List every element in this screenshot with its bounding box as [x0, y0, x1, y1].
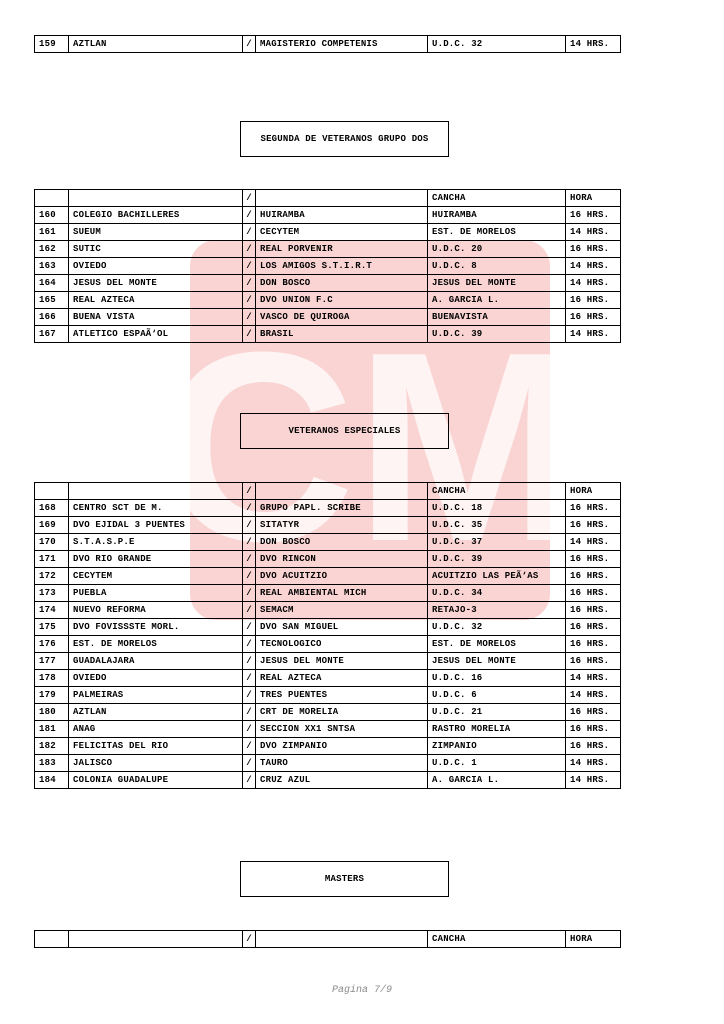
- home-team: EST. DE MORELOS: [69, 636, 243, 653]
- match-number: 168: [35, 500, 69, 517]
- table-row: [35, 738, 621, 755]
- match-number: 161: [35, 224, 69, 241]
- table-row: [35, 275, 621, 292]
- separator: /: [243, 534, 256, 551]
- away-team: CRT DE MORELIA: [256, 704, 428, 721]
- schedule-table-masters: [34, 930, 621, 948]
- table-header-row: [35, 483, 621, 500]
- away-team: VASCO DE QUIROGA: [256, 309, 428, 326]
- away-team: DVO ZIMPANIO: [256, 738, 428, 755]
- separator: /: [243, 670, 256, 687]
- match-number: 160: [35, 207, 69, 224]
- home-team: COLONIA GUADALUPE: [69, 772, 243, 789]
- separator: /: [243, 721, 256, 738]
- header-num: [35, 931, 69, 948]
- match-number: 180: [35, 704, 69, 721]
- match-number: 170: [35, 534, 69, 551]
- match-number: 173: [35, 585, 69, 602]
- schedule-table-top: [34, 35, 621, 53]
- venue: U.D.C. 39: [428, 326, 566, 343]
- match-time: 14 HRS.: [566, 670, 621, 687]
- separator: /: [243, 772, 256, 789]
- away-team: CECYTEM: [256, 224, 428, 241]
- venue: HUIRAMBA: [428, 207, 566, 224]
- away-team: MAGISTERIO COMPETENIS: [256, 36, 428, 53]
- venue: U.D.C. 1: [428, 755, 566, 772]
- home-team: ANAG: [69, 721, 243, 738]
- home-team: SUTIC: [69, 241, 243, 258]
- header-home: [69, 931, 243, 948]
- header-separator: /: [243, 931, 256, 948]
- match-time: 14 HRS.: [566, 326, 621, 343]
- home-team: CENTRO SCT DE M.: [69, 500, 243, 517]
- away-team: HUIRAMBA: [256, 207, 428, 224]
- venue: ACUITZIO LAS PEÃ‘AS: [428, 568, 566, 585]
- home-team: FELICITAS DEL RIO: [69, 738, 243, 755]
- table-row: [35, 704, 621, 721]
- home-team: PUEBLA: [69, 585, 243, 602]
- away-team: DON BOSCO: [256, 534, 428, 551]
- away-team: REAL PORVENIR: [256, 241, 428, 258]
- page-number: Pagina 7/9: [331, 985, 392, 996]
- away-team: GRUPO PAPL. SCRIBE: [256, 500, 428, 517]
- venue: U.D.C. 37: [428, 534, 566, 551]
- match-time: 14 HRS.: [566, 687, 621, 704]
- separator: /: [243, 738, 256, 755]
- table-row: [35, 687, 621, 704]
- separator: /: [243, 704, 256, 721]
- venue: U.D.C. 32: [428, 619, 566, 636]
- home-team: JALISCO: [69, 755, 243, 772]
- home-team: OVIEDO: [69, 258, 243, 275]
- venue: U.D.C. 8: [428, 258, 566, 275]
- section-title-masters: MASTERS: [240, 861, 449, 897]
- match-number: 171: [35, 551, 69, 568]
- away-team: TRES PUENTES: [256, 687, 428, 704]
- table-row: [35, 258, 621, 275]
- separator: /: [243, 292, 256, 309]
- home-team: AZTLAN: [69, 36, 243, 53]
- separator: /: [243, 500, 256, 517]
- home-team: CECYTEM: [69, 568, 243, 585]
- home-team: COLEGIO BACHILLERES: [69, 207, 243, 224]
- table-row: [35, 292, 621, 309]
- away-team: DVO ACUITZIO: [256, 568, 428, 585]
- venue: A. GARCIA L.: [428, 772, 566, 789]
- table-row: [35, 602, 621, 619]
- separator: /: [243, 309, 256, 326]
- match-time: 14 HRS.: [566, 755, 621, 772]
- table-row: [35, 551, 621, 568]
- header-separator: /: [243, 483, 256, 500]
- away-team: DVO UNION F.C: [256, 292, 428, 309]
- match-time: 16 HRS.: [566, 568, 621, 585]
- venue: U.D.C. 34: [428, 585, 566, 602]
- header-hora: HORA: [566, 190, 621, 207]
- match-number: 178: [35, 670, 69, 687]
- venue: U.D.C. 16: [428, 670, 566, 687]
- match-number: 175: [35, 619, 69, 636]
- separator: /: [243, 258, 256, 275]
- home-team: DVO FOVISSSTE MORL.: [69, 619, 243, 636]
- header-num: [35, 190, 69, 207]
- match-time: 16 HRS.: [566, 551, 621, 568]
- match-time: 14 HRS.: [566, 224, 621, 241]
- away-team: REAL AMBIENTAL MICH: [256, 585, 428, 602]
- separator: /: [243, 241, 256, 258]
- match-number: 184: [35, 772, 69, 789]
- watermark-text: CM: [190, 297, 550, 598]
- match-number: 164: [35, 275, 69, 292]
- table-row: [35, 568, 621, 585]
- away-team: DVO RINCON: [256, 551, 428, 568]
- home-team: REAL AZTECA: [69, 292, 243, 309]
- separator: /: [243, 326, 256, 343]
- match-number: 166: [35, 309, 69, 326]
- match-number: 174: [35, 602, 69, 619]
- separator: /: [243, 653, 256, 670]
- table-row: [35, 500, 621, 517]
- match-time: 16 HRS.: [566, 619, 621, 636]
- table-row: [35, 619, 621, 636]
- match-number: 179: [35, 687, 69, 704]
- match-number: 176: [35, 636, 69, 653]
- match-number: 162: [35, 241, 69, 258]
- header-hora: HORA: [566, 931, 621, 948]
- match-number: 169: [35, 517, 69, 534]
- match-number: 181: [35, 721, 69, 738]
- separator: /: [243, 585, 256, 602]
- table-row: [35, 241, 621, 258]
- away-team: DVO SAN MIGUEL: [256, 619, 428, 636]
- separator: /: [243, 755, 256, 772]
- home-team: OVIEDO: [69, 670, 243, 687]
- venue: RASTRO MORELIA: [428, 721, 566, 738]
- match-time: 16 HRS.: [566, 704, 621, 721]
- venue: BUENAVISTA: [428, 309, 566, 326]
- home-team: ATLETICO ESPAÃ‘OL: [69, 326, 243, 343]
- table-row: [35, 224, 621, 241]
- match-time: 16 HRS.: [566, 517, 621, 534]
- away-team: LOS AMIGOS S.T.I.R.T: [256, 258, 428, 275]
- header-separator: /: [243, 190, 256, 207]
- away-team: TAURO: [256, 755, 428, 772]
- venue: U.D.C. 39: [428, 551, 566, 568]
- header-cancha: CANCHA: [428, 483, 566, 500]
- header-hora: HORA: [566, 483, 621, 500]
- venue: U.D.C. 21: [428, 704, 566, 721]
- home-team: S.T.A.S.P.E: [69, 534, 243, 551]
- match-time: 14 HRS.: [566, 258, 621, 275]
- home-team: PALMEIRAS: [69, 687, 243, 704]
- away-team: CRUZ AZUL: [256, 772, 428, 789]
- venue: EST. DE MORELOS: [428, 224, 566, 241]
- table-row: [35, 207, 621, 224]
- header-away: [256, 190, 428, 207]
- section-title-segunda-veteranos: SEGUNDA DE VETERANOS GRUPO DOS: [240, 121, 449, 157]
- home-team: NUEVO REFORMA: [69, 602, 243, 619]
- separator: /: [243, 36, 256, 53]
- match-time: 14 HRS.: [566, 36, 621, 53]
- home-team: SUEUM: [69, 224, 243, 241]
- away-team: DON BOSCO: [256, 275, 428, 292]
- match-number: 182: [35, 738, 69, 755]
- match-time: 16 HRS.: [566, 636, 621, 653]
- table-row: [35, 517, 621, 534]
- separator: /: [243, 275, 256, 292]
- separator: /: [243, 619, 256, 636]
- separator: /: [243, 551, 256, 568]
- match-number: 167: [35, 326, 69, 343]
- table-header-row: [35, 931, 621, 948]
- separator: /: [243, 207, 256, 224]
- match-number: 183: [35, 755, 69, 772]
- venue: JESUS DEL MONTE: [428, 275, 566, 292]
- match-number: 172: [35, 568, 69, 585]
- venue: RETAJO-3: [428, 602, 566, 619]
- separator: /: [243, 687, 256, 704]
- table-row: [35, 36, 621, 53]
- schedule-table-segunda-veteranos: [34, 189, 621, 343]
- away-team: TECNOLOGICO: [256, 636, 428, 653]
- header-away: [256, 483, 428, 500]
- table-row: [35, 653, 621, 670]
- home-team: DVO RIO GRANDE: [69, 551, 243, 568]
- table-row: [35, 755, 621, 772]
- away-team: SITATYR: [256, 517, 428, 534]
- match-time: 16 HRS.: [566, 653, 621, 670]
- match-time: 16 HRS.: [566, 738, 621, 755]
- table-row: [35, 772, 621, 789]
- table-row: [35, 636, 621, 653]
- separator: /: [243, 636, 256, 653]
- away-team: BRASIL: [256, 326, 428, 343]
- venue: U.D.C. 18: [428, 500, 566, 517]
- match-time: 16 HRS.: [566, 602, 621, 619]
- away-team: SEMACM: [256, 602, 428, 619]
- separator: /: [243, 602, 256, 619]
- venue: A. GARCIA L.: [428, 292, 566, 309]
- venue: EST. DE MORELOS: [428, 636, 566, 653]
- table-row: [35, 721, 621, 738]
- venue: U.D.C. 32: [428, 36, 566, 53]
- table-row: [35, 585, 621, 602]
- header-home: [69, 483, 243, 500]
- separator: /: [243, 568, 256, 585]
- venue: JESUS DEL MONTE: [428, 653, 566, 670]
- home-team: BUENA VISTA: [69, 309, 243, 326]
- match-time: 16 HRS.: [566, 207, 621, 224]
- header-cancha: CANCHA: [428, 931, 566, 948]
- away-team: JESUS DEL MONTE: [256, 653, 428, 670]
- table-row: [35, 534, 621, 551]
- match-time: 16 HRS.: [566, 309, 621, 326]
- schedule-table-veteranos-especiales: [34, 482, 621, 789]
- match-number: 159: [35, 36, 69, 53]
- match-time: 16 HRS.: [566, 585, 621, 602]
- home-team: JESUS DEL MONTE: [69, 275, 243, 292]
- match-time: 14 HRS.: [566, 275, 621, 292]
- venue: U.D.C. 20: [428, 241, 566, 258]
- table-header-row: [35, 190, 621, 207]
- header-home: [69, 190, 243, 207]
- venue: U.D.C. 6: [428, 687, 566, 704]
- table-row: [35, 326, 621, 343]
- away-team: REAL AZTECA: [256, 670, 428, 687]
- header-num: [35, 483, 69, 500]
- table-row: [35, 670, 621, 687]
- match-number: 165: [35, 292, 69, 309]
- match-time: 16 HRS.: [566, 500, 621, 517]
- separator: /: [243, 224, 256, 241]
- header-away: [256, 931, 428, 948]
- table-row: [35, 309, 621, 326]
- separator: /: [243, 517, 256, 534]
- venue: U.D.C. 35: [428, 517, 566, 534]
- match-time: 16 HRS.: [566, 721, 621, 738]
- match-time: 14 HRS.: [566, 772, 621, 789]
- match-time: 14 HRS.: [566, 534, 621, 551]
- away-team: SECCION XX1 SNTSA: [256, 721, 428, 738]
- home-team: GUADALAJARA: [69, 653, 243, 670]
- section-title-veteranos-especiales: VETERANOS ESPECIALES: [240, 413, 449, 449]
- match-number: 163: [35, 258, 69, 275]
- header-cancha: CANCHA: [428, 190, 566, 207]
- home-team: AZTLAN: [69, 704, 243, 721]
- match-time: 16 HRS.: [566, 292, 621, 309]
- home-team: DVO EJIDAL 3 PUENTES: [69, 517, 243, 534]
- venue: ZIMPANIO: [428, 738, 566, 755]
- match-time: 16 HRS.: [566, 241, 621, 258]
- match-number: 177: [35, 653, 69, 670]
